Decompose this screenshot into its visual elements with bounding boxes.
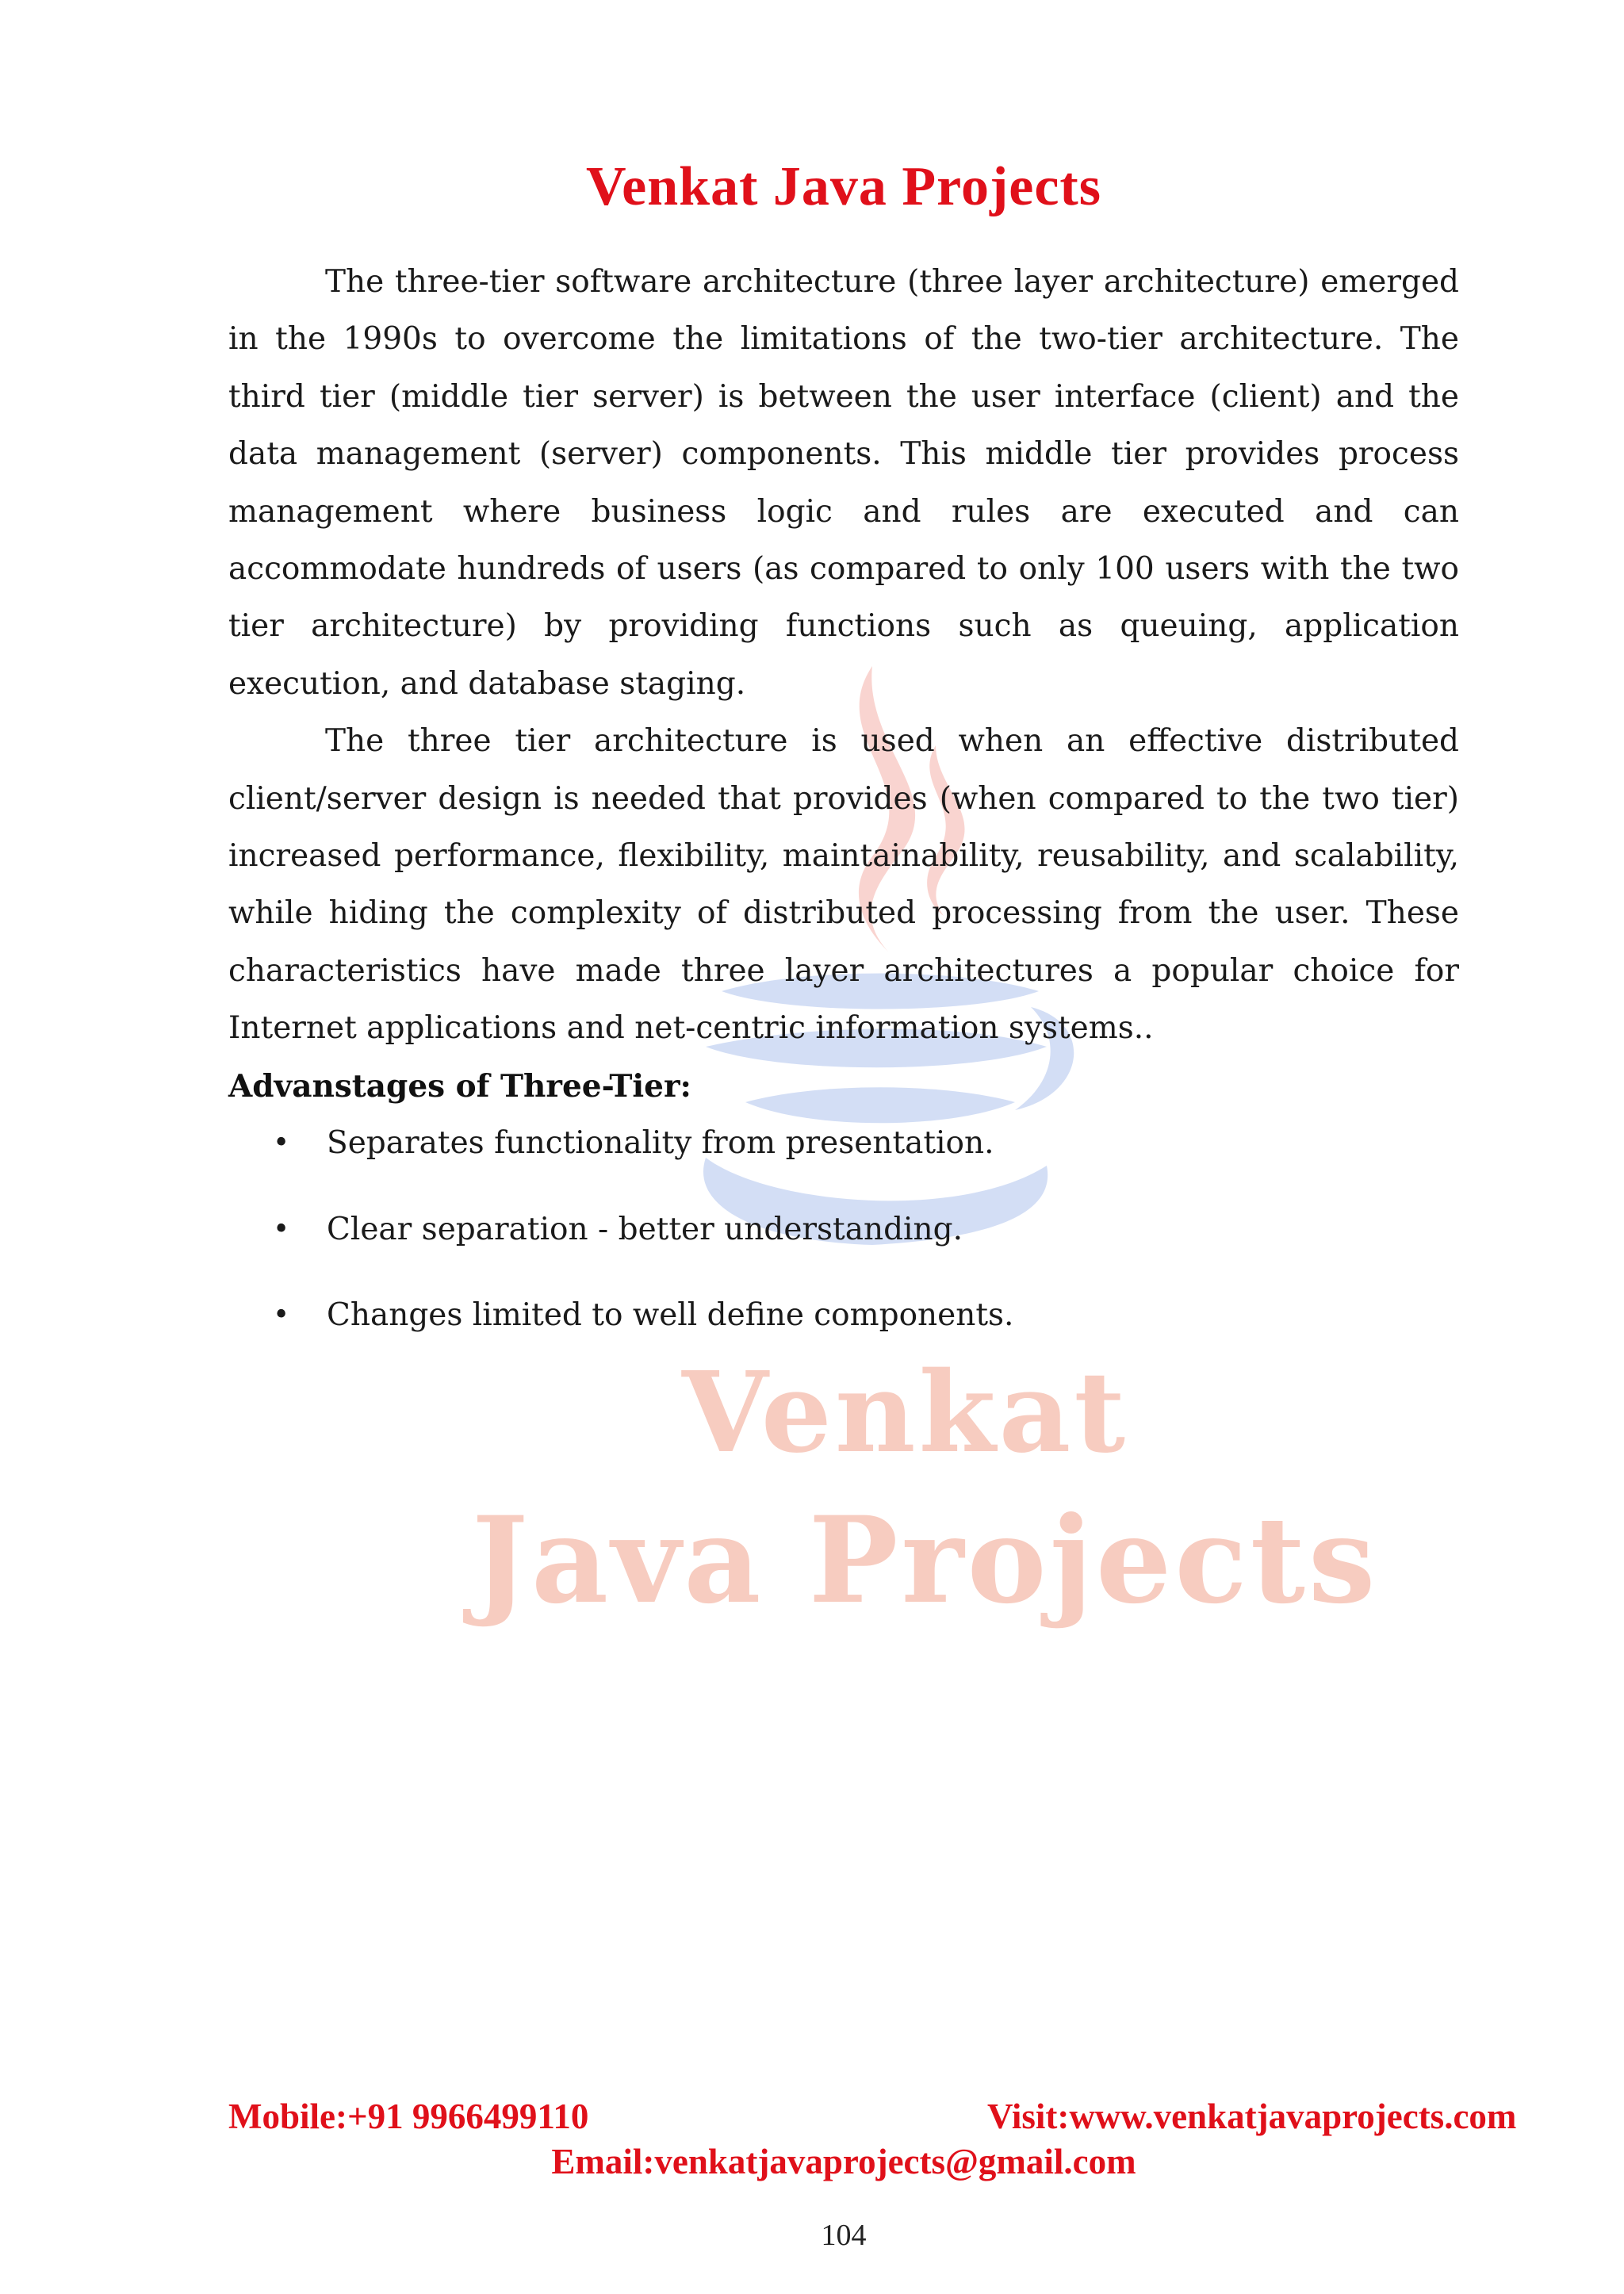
paragraph-2: The three tier architecture is used when an effective distributed client/server design is needed that provides (when compared to the two tier) increased performance, flexibility, maintainability, reusability, and scalability, while hiding the complexity of distributed processing from the user. These characteristics have made three layer architectures a popular choice for Internet applications and net-centric information systems.. bbox=[228, 723, 1459, 1047]
paragraph-1: The three-tier software architecture (three layer architecture) emerged in the 1990s to overcome the limitations of the two-tier architecture. The third tier (middle tier server) is between the user interface (client) and the data management (server) components. This middle tier provides process management where business logic and rules are executed and can accommodate hundreds of users (as compared to only 100 users with the two tier architecture) by providing functions such as queuing, application execution, and database staging. bbox=[228, 264, 1459, 702]
bullet-icon: • bbox=[273, 1127, 290, 1160]
footer-mobile: Mobile:+91 9966499110 bbox=[228, 2097, 589, 2136]
watermark-line-1: Venkat bbox=[682, 1348, 1129, 1478]
footer-website-link[interactable]: Visit:www.venkatjavaprojects.com bbox=[987, 2097, 1517, 2136]
list-item-text: Separates functionality from presentation. bbox=[327, 1125, 994, 1162]
bullet-icon: • bbox=[273, 1212, 290, 1246]
list-item bbox=[228, 1115, 1459, 1172]
list-item bbox=[228, 1287, 1459, 1344]
list-item-text: Changes limited to well define components. bbox=[327, 1296, 1014, 1333]
watermark-line-2: Java Projects bbox=[472, 1491, 1379, 1630]
list-item bbox=[228, 1201, 1459, 1258]
bullet-icon: • bbox=[273, 1298, 290, 1331]
page-title: Venkat Java Projects bbox=[586, 156, 1101, 217]
advantages-list bbox=[228, 1115, 1459, 1344]
section-subheading: Advanstages of Three-Tier: bbox=[228, 1067, 691, 1105]
footer-email-link[interactable]: Email:venkatjavaprojects@gmail.com bbox=[551, 2142, 1136, 2181]
page-number: 104 bbox=[821, 2219, 867, 2252]
document-body bbox=[228, 254, 1459, 1373]
list-item-text: Clear separation - better understanding. bbox=[327, 1211, 963, 1247]
